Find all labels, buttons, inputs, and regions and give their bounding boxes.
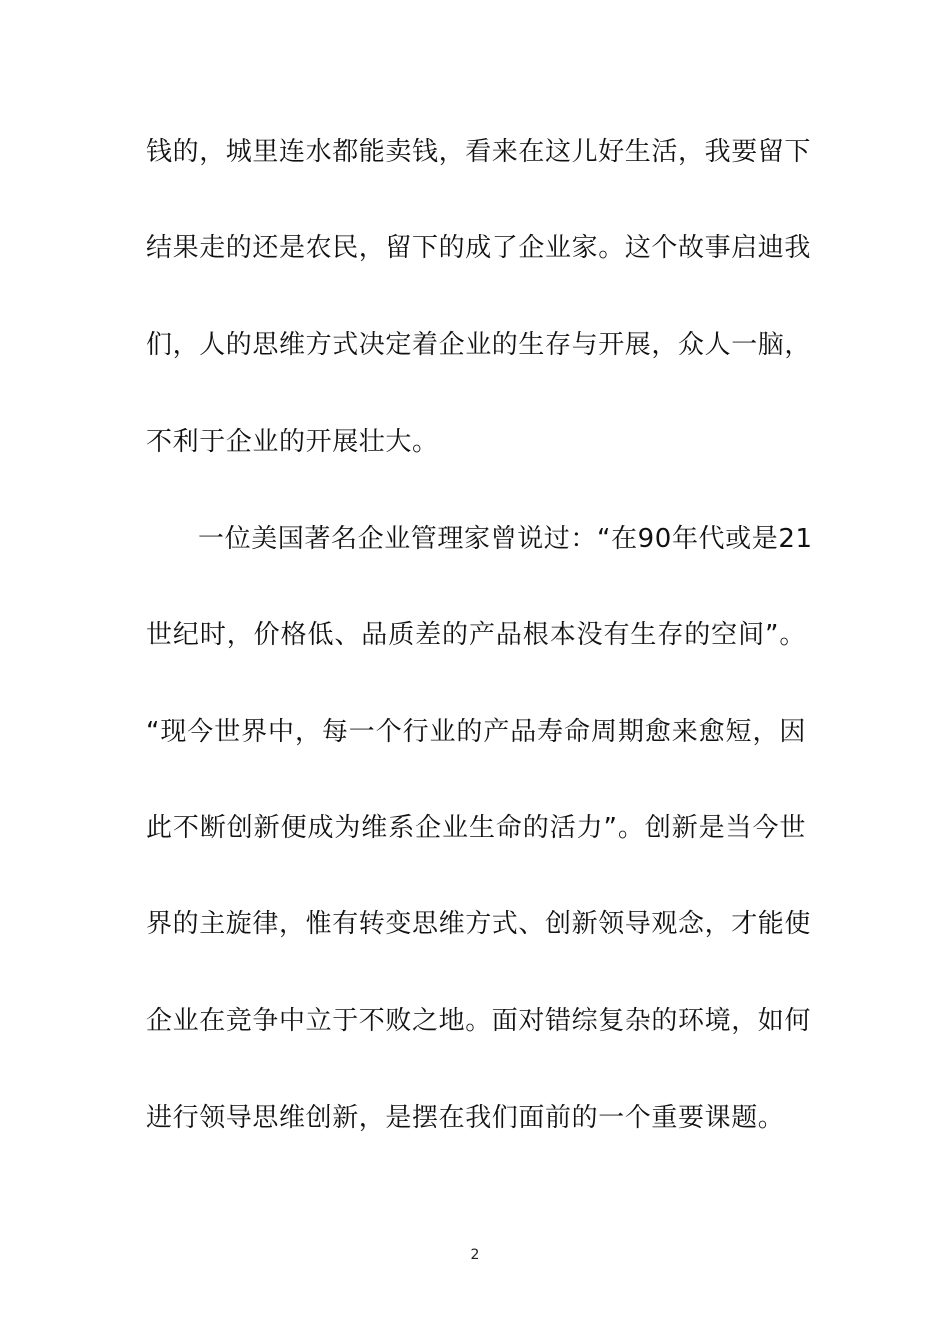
- paragraph-first-line: 一位美国著名企业管理家曾说过：“在90年代或是21: [198, 524, 813, 554]
- text-line: 企业在竞争中立于不败之地。面对错综复杂的环境，如何: [146, 1006, 812, 1036]
- text-line: 们，人的思维方式决定着企业的生存与开展，众人一脑，: [146, 330, 812, 360]
- text-line: “现今世界中，每一个行业的产品寿命周期愈来愈短，因: [146, 717, 806, 747]
- text-line: 进行领导思维创新，是摆在我们面前的一个重要课题。: [146, 1103, 785, 1133]
- text-line: 此不断创新便成为维系企业生命的活力”。创新是当今世: [146, 813, 806, 843]
- text-line: 界的主旋律，惟有转变思维方式、创新领导观念，才能使: [146, 909, 812, 939]
- text-line: 不利于企业的开展壮大。: [146, 427, 439, 457]
- text-line: 钱的，城里连水都能卖钱，看来在这儿好生活，我要留下: [146, 137, 812, 167]
- text-line: 世纪时，价格低、品质差的产品根本没有生存的空间”。: [146, 620, 806, 650]
- text-line: 结果走的还是农民，留下的成了企业家。这个故事启迪我: [146, 233, 812, 263]
- page-number: 2: [470, 1247, 480, 1263]
